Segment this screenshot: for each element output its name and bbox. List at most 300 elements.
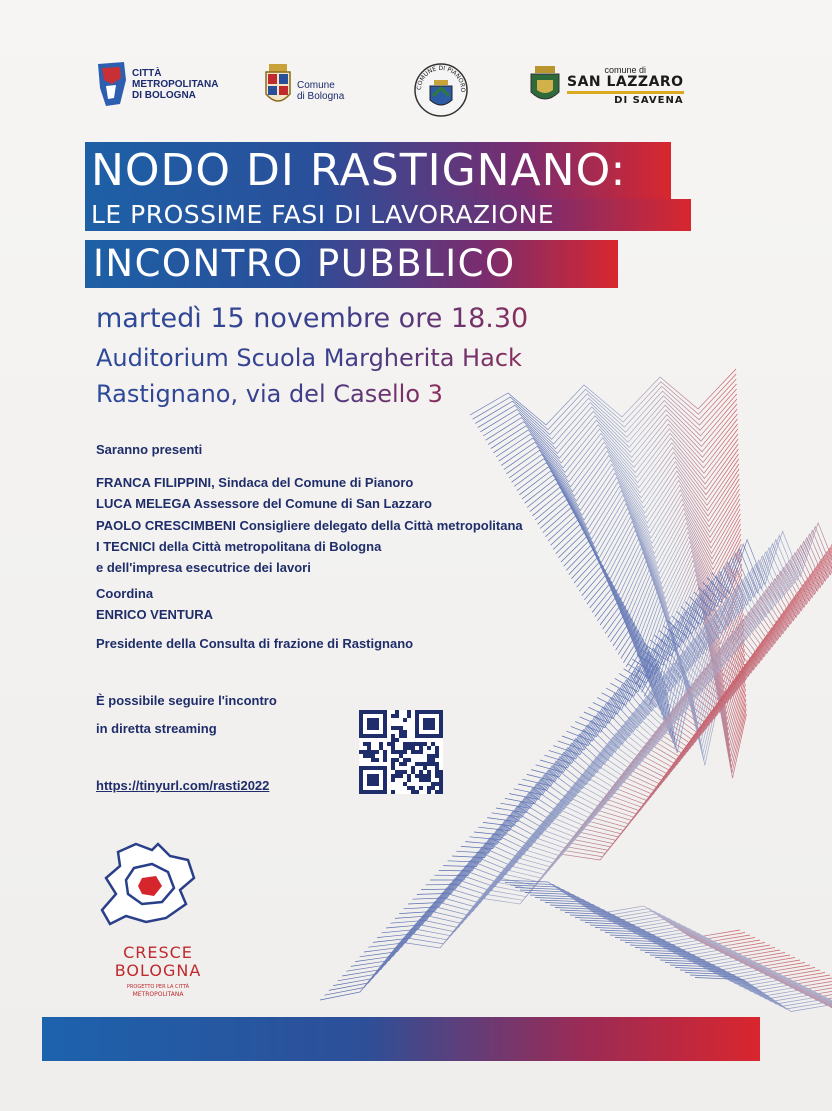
wave-line <box>621 631 745 720</box>
attendee-item: e dell'impresa esecutrice dei lavori <box>96 560 311 575</box>
qr-module <box>359 750 363 754</box>
wave-line <box>685 534 832 620</box>
qr-module <box>439 770 443 774</box>
wave-line <box>569 549 742 613</box>
cresce-bologna-logo <box>108 944 208 999</box>
wave-line <box>439 720 705 871</box>
qr-module <box>427 746 431 750</box>
wave-line <box>654 558 822 652</box>
wave-line <box>577 561 743 628</box>
wave-line <box>610 591 798 696</box>
qr-module <box>439 790 443 794</box>
wave-line <box>641 568 815 665</box>
wave-line <box>610 614 744 698</box>
qr-module <box>367 742 371 746</box>
wave-line <box>565 913 805 971</box>
qr-module <box>391 762 395 766</box>
attendee-item: PAOLO CRESCIMBENI Consigliere delegato della Città metropolitana <box>96 518 523 533</box>
qr-module <box>435 750 439 754</box>
wave-line <box>575 617 779 732</box>
qr-module <box>435 766 439 770</box>
wave-line <box>618 627 744 714</box>
qr-module <box>439 786 443 790</box>
qr-module <box>419 786 423 790</box>
wave-line <box>430 727 700 880</box>
wave-line <box>480 389 736 444</box>
qr-module <box>367 718 379 730</box>
qr-module <box>403 758 407 762</box>
wave-line <box>530 895 770 953</box>
qr-module <box>379 742 383 746</box>
attendee-item: I TECNICI della Città metropolitana di Bologna <box>96 539 382 554</box>
qr-module <box>391 746 395 750</box>
wave-line <box>593 604 789 714</box>
wave-line <box>556 528 741 585</box>
wave-line <box>619 584 803 687</box>
wave-line <box>595 928 832 986</box>
logo-san-lazzaro <box>527 64 684 108</box>
wave-line <box>448 714 710 862</box>
wave-line <box>636 655 745 751</box>
qr-module <box>407 786 411 790</box>
qr-module <box>411 742 415 746</box>
wave-line <box>500 880 740 938</box>
qr-module <box>395 750 399 754</box>
wave-line <box>628 578 808 679</box>
event-venue: Auditorium Scuola Margherita Hack <box>96 344 522 372</box>
wave-line <box>443 717 707 867</box>
wave-line <box>571 553 742 618</box>
wave-line <box>585 923 825 981</box>
bologna-coat-of-arms-icon <box>263 60 293 112</box>
title-band-incontro: INCONTRO PUBBLICO <box>85 240 618 288</box>
pianoro-seal-text: COMUNE DI PIANORO <box>415 64 467 93</box>
wave-line <box>690 531 832 616</box>
qr-module <box>415 742 419 746</box>
wave-line <box>603 602 744 682</box>
wave-line <box>665 963 832 1021</box>
qr-module <box>391 778 395 782</box>
wave-line <box>579 565 742 634</box>
citta-metropolitana-label: CITTÀ METROPOLITANA DI BOLOGNA <box>132 67 219 101</box>
qr-module <box>395 726 399 730</box>
qr-module <box>391 726 395 730</box>
wave-line <box>408 744 688 904</box>
wave-line <box>549 637 765 759</box>
qr-module <box>367 774 379 786</box>
wave-line <box>536 647 758 772</box>
qr-module <box>371 758 375 762</box>
wave-line <box>592 586 743 661</box>
qr-module <box>419 746 423 750</box>
comune-bologna-label: Comune di Bologna <box>297 80 345 102</box>
wave-line <box>535 494 740 544</box>
wave-line <box>595 590 743 666</box>
wave-line <box>555 908 795 966</box>
wave-line <box>615 588 801 692</box>
qr-module <box>403 782 407 786</box>
bottom-gradient-bar <box>42 1017 760 1061</box>
san-lazzaro-shield-icon <box>527 64 563 108</box>
qr-module <box>431 762 435 766</box>
qr-module <box>407 714 411 718</box>
qr-module <box>363 750 367 754</box>
qr-module <box>391 774 395 778</box>
wave-line <box>588 608 786 719</box>
qr-module <box>399 762 403 766</box>
qr-module <box>387 742 391 746</box>
wave-line <box>558 631 770 750</box>
qr-module <box>367 746 371 750</box>
wave-line <box>650 561 820 656</box>
qr-module <box>411 766 415 770</box>
qr-module <box>415 762 419 766</box>
event-address: Rastignano, via del Casello 3 <box>96 380 443 408</box>
qr-module <box>419 762 423 766</box>
wave-line <box>465 700 719 844</box>
wave-line <box>525 474 740 525</box>
attendees-heading: Saranno presenti <box>96 442 203 457</box>
qr-module <box>407 758 411 762</box>
wave-line <box>488 404 737 458</box>
logo-comune-pianoro <box>410 62 472 118</box>
qr-module <box>399 726 403 730</box>
qr-module <box>379 746 383 750</box>
wave-line <box>637 571 813 669</box>
wave-line <box>478 691 726 831</box>
wave-line <box>553 634 767 755</box>
wave-line <box>571 621 777 737</box>
qr-module <box>391 742 395 746</box>
wave-line <box>522 657 750 786</box>
wave-line <box>566 624 774 741</box>
wave-line <box>558 532 741 591</box>
qr-module <box>403 718 407 722</box>
wave-line <box>570 915 810 973</box>
wave-line <box>470 369 736 425</box>
wave-line <box>659 554 825 647</box>
wave-line <box>514 664 746 795</box>
qr-module <box>395 738 399 742</box>
qr-module <box>363 754 367 758</box>
wave-line <box>474 694 724 835</box>
wave-line <box>483 394 737 449</box>
qr-module <box>431 782 435 786</box>
qr-module <box>399 770 403 774</box>
qr-module <box>427 778 431 782</box>
wave-line <box>434 724 702 876</box>
san-lazzaro-bottom: DI SAVENA <box>614 94 684 106</box>
qr-module <box>435 762 439 766</box>
wave-line <box>538 499 740 549</box>
qr-module <box>411 786 415 790</box>
wave-line <box>644 668 746 768</box>
wave-line <box>698 525 832 607</box>
wave-line <box>551 520 741 575</box>
wave-line <box>605 933 832 991</box>
qr-module <box>415 774 419 778</box>
coordinator-label: Coordina <box>96 586 154 601</box>
qr-module <box>419 778 423 782</box>
qr-module <box>411 770 415 774</box>
wave-line <box>575 918 815 976</box>
wave-line <box>461 704 717 849</box>
qr-module <box>395 710 399 714</box>
qr-module <box>439 782 443 786</box>
wave-line <box>670 965 832 1023</box>
wave-line <box>346 790 654 971</box>
wave-line <box>333 800 647 986</box>
wave-line <box>564 541 742 602</box>
wave-line <box>509 444 738 496</box>
wave-line <box>597 594 743 671</box>
wave-line <box>649 676 746 778</box>
qr-module <box>399 730 403 734</box>
qr-module <box>407 710 411 714</box>
qr-module <box>427 770 431 774</box>
wave-line <box>676 541 832 629</box>
wave-line <box>364 777 664 952</box>
wave-line <box>517 459 739 511</box>
wave-line <box>421 734 695 890</box>
wave-line <box>486 399 737 454</box>
qr-module <box>367 754 371 758</box>
wave-line <box>562 627 772 745</box>
qr-module <box>431 758 435 762</box>
wave-line <box>574 557 742 623</box>
qr-module <box>407 774 411 778</box>
qr-module <box>403 730 407 734</box>
qr-module <box>391 734 395 738</box>
qr-module <box>423 774 427 778</box>
qr-module <box>395 758 399 762</box>
citta-metropolitana-emblem-icon <box>94 58 130 110</box>
wave-line <box>342 793 652 976</box>
qr-code-icon[interactable] <box>359 710 443 794</box>
qr-module <box>403 746 407 750</box>
coordinator-name: ENRICO VENTURA <box>96 607 214 622</box>
wave-line <box>338 797 650 981</box>
wave-line <box>647 672 746 773</box>
cresce-bologna-map-icon <box>96 838 206 930</box>
qr-module <box>403 742 407 746</box>
qr-module <box>419 742 423 746</box>
qr-module <box>415 750 419 754</box>
attendee-item: LUCA MELEGA Assessore del Comune di San Lazzaro <box>96 496 432 511</box>
wave-line <box>553 524 741 580</box>
wave-line <box>663 551 827 643</box>
wave-line <box>520 890 760 948</box>
san-lazzaro-top: comune di <box>604 64 647 75</box>
wave-line <box>608 610 744 692</box>
wave-line <box>493 414 737 468</box>
wave-line <box>632 574 810 674</box>
qr-module <box>419 770 423 774</box>
wave-line <box>602 598 794 706</box>
wave-line <box>548 516 741 570</box>
qr-module <box>415 790 419 794</box>
wave-line <box>580 920 820 978</box>
wave-line <box>456 707 714 853</box>
wave-line <box>470 697 722 840</box>
qr-module <box>431 786 435 790</box>
wave-line <box>527 479 739 530</box>
wave-line <box>712 515 832 594</box>
wave-line <box>544 641 762 764</box>
wave-line <box>527 654 753 781</box>
qr-module <box>407 778 411 782</box>
qr-module <box>383 754 387 758</box>
event-datetime: martedì 15 novembre ore 18.30 <box>96 303 529 334</box>
wave-line <box>590 582 743 656</box>
qr-module <box>407 742 411 746</box>
qr-module <box>391 738 395 742</box>
title-band-1: NODO DI RASTIGNANO: <box>85 142 671 200</box>
pianoro-seal-icon <box>410 62 472 118</box>
wave-line <box>512 449 739 501</box>
qr-module <box>395 770 399 774</box>
qr-module <box>391 790 395 794</box>
qr-module <box>427 774 431 778</box>
wave-line <box>525 893 765 951</box>
cresce-line-1: CRESCE <box>123 943 193 962</box>
wave-line <box>475 379 736 435</box>
wave-line <box>545 903 785 961</box>
wave-line <box>452 710 712 857</box>
coordinator-role: Presidente della Consulta di frazione di Rastignano <box>96 636 414 651</box>
wave-line <box>615 938 832 996</box>
qr-module <box>395 774 399 778</box>
wave-line <box>545 512 740 564</box>
wave-line <box>624 581 806 683</box>
qr-module <box>427 790 431 794</box>
wave-line <box>561 537 741 597</box>
wave-line <box>368 774 666 948</box>
qr-module <box>391 714 395 718</box>
wave-line <box>519 464 739 515</box>
qr-module <box>435 790 439 794</box>
wave-line <box>351 787 657 967</box>
qr-module <box>423 742 427 746</box>
wave-line <box>582 569 743 639</box>
qr-module <box>383 750 387 754</box>
wave-line <box>550 905 790 963</box>
qr-module <box>399 774 403 778</box>
wave-line <box>660 960 832 1018</box>
qr-module <box>383 758 387 762</box>
qr-module <box>407 746 411 750</box>
wave-line <box>355 783 659 961</box>
wave-line <box>668 548 830 638</box>
wave-line <box>600 930 832 988</box>
qr-module <box>419 774 423 778</box>
cresce-line-3: PROGETTO PER LA CITTÀ <box>126 984 190 990</box>
wave-line <box>487 684 731 822</box>
wave-line <box>650 955 832 1013</box>
qr-module <box>423 718 435 730</box>
wave-line <box>639 660 746 757</box>
qr-module <box>403 762 407 766</box>
qr-module <box>411 750 415 754</box>
wave-line <box>426 730 698 885</box>
qr-module <box>431 742 435 746</box>
wave-line <box>623 635 745 725</box>
qr-module <box>391 766 395 770</box>
wave-line <box>473 374 737 430</box>
wave-line <box>505 671 741 804</box>
qr-module <box>395 714 399 718</box>
title-band-2: LE PROSSIME FASI DI LAVORAZIONE <box>85 199 691 231</box>
wave-line <box>496 677 736 813</box>
qr-module <box>411 790 415 794</box>
wave-line <box>531 651 755 777</box>
qr-module <box>403 734 407 738</box>
wave-line <box>625 943 832 1001</box>
wave-line <box>626 639 745 730</box>
qr-module <box>423 762 427 766</box>
qr-module <box>423 778 427 782</box>
wave-line <box>566 545 741 607</box>
wave-line <box>646 564 818 660</box>
qr-module <box>427 762 431 766</box>
wave-line <box>694 528 832 611</box>
wave-line <box>540 644 760 768</box>
wave-line <box>560 910 800 968</box>
qr-module <box>391 750 395 754</box>
wave-line <box>610 935 832 993</box>
wave-line <box>499 424 738 477</box>
qr-module <box>391 758 395 762</box>
wave-line <box>642 664 746 763</box>
qr-module <box>435 754 439 758</box>
qr-module <box>435 782 439 786</box>
wave-line <box>616 623 745 709</box>
cresce-line-2: BOLOGNA <box>114 961 202 980</box>
wave-line <box>500 674 738 808</box>
qr-module <box>435 770 439 774</box>
streaming-link[interactable]: https://tinyurl.com/rasti2022 <box>96 778 270 793</box>
wave-line <box>703 521 832 602</box>
qr-module <box>363 742 367 746</box>
wave-line <box>629 643 746 735</box>
qr-module <box>399 750 403 754</box>
wave-line <box>505 883 745 941</box>
qr-module <box>371 754 375 758</box>
qr-module <box>427 754 431 758</box>
wave-line <box>506 439 738 492</box>
streaming-line-2: in diretta streaming <box>96 721 217 736</box>
wave-line <box>590 925 830 983</box>
wave-line <box>540 900 780 958</box>
streaming-line-1: È possibile seguire l'incontro <box>96 693 277 708</box>
wave-line <box>324 807 642 996</box>
qr-module <box>411 746 415 750</box>
wave-line <box>329 803 645 990</box>
wave-line <box>597 601 791 710</box>
wave-line <box>530 484 740 534</box>
wave-line <box>655 958 832 1016</box>
san-lazzaro-divider <box>567 91 684 94</box>
qr-module <box>403 750 407 754</box>
qr-module <box>367 750 371 754</box>
wave-line <box>491 409 737 463</box>
qr-module <box>371 750 375 754</box>
wave-line <box>543 508 740 559</box>
qr-module <box>435 774 439 778</box>
wave-line <box>532 489 739 539</box>
qr-module <box>399 734 403 738</box>
wave-line <box>584 573 742 644</box>
